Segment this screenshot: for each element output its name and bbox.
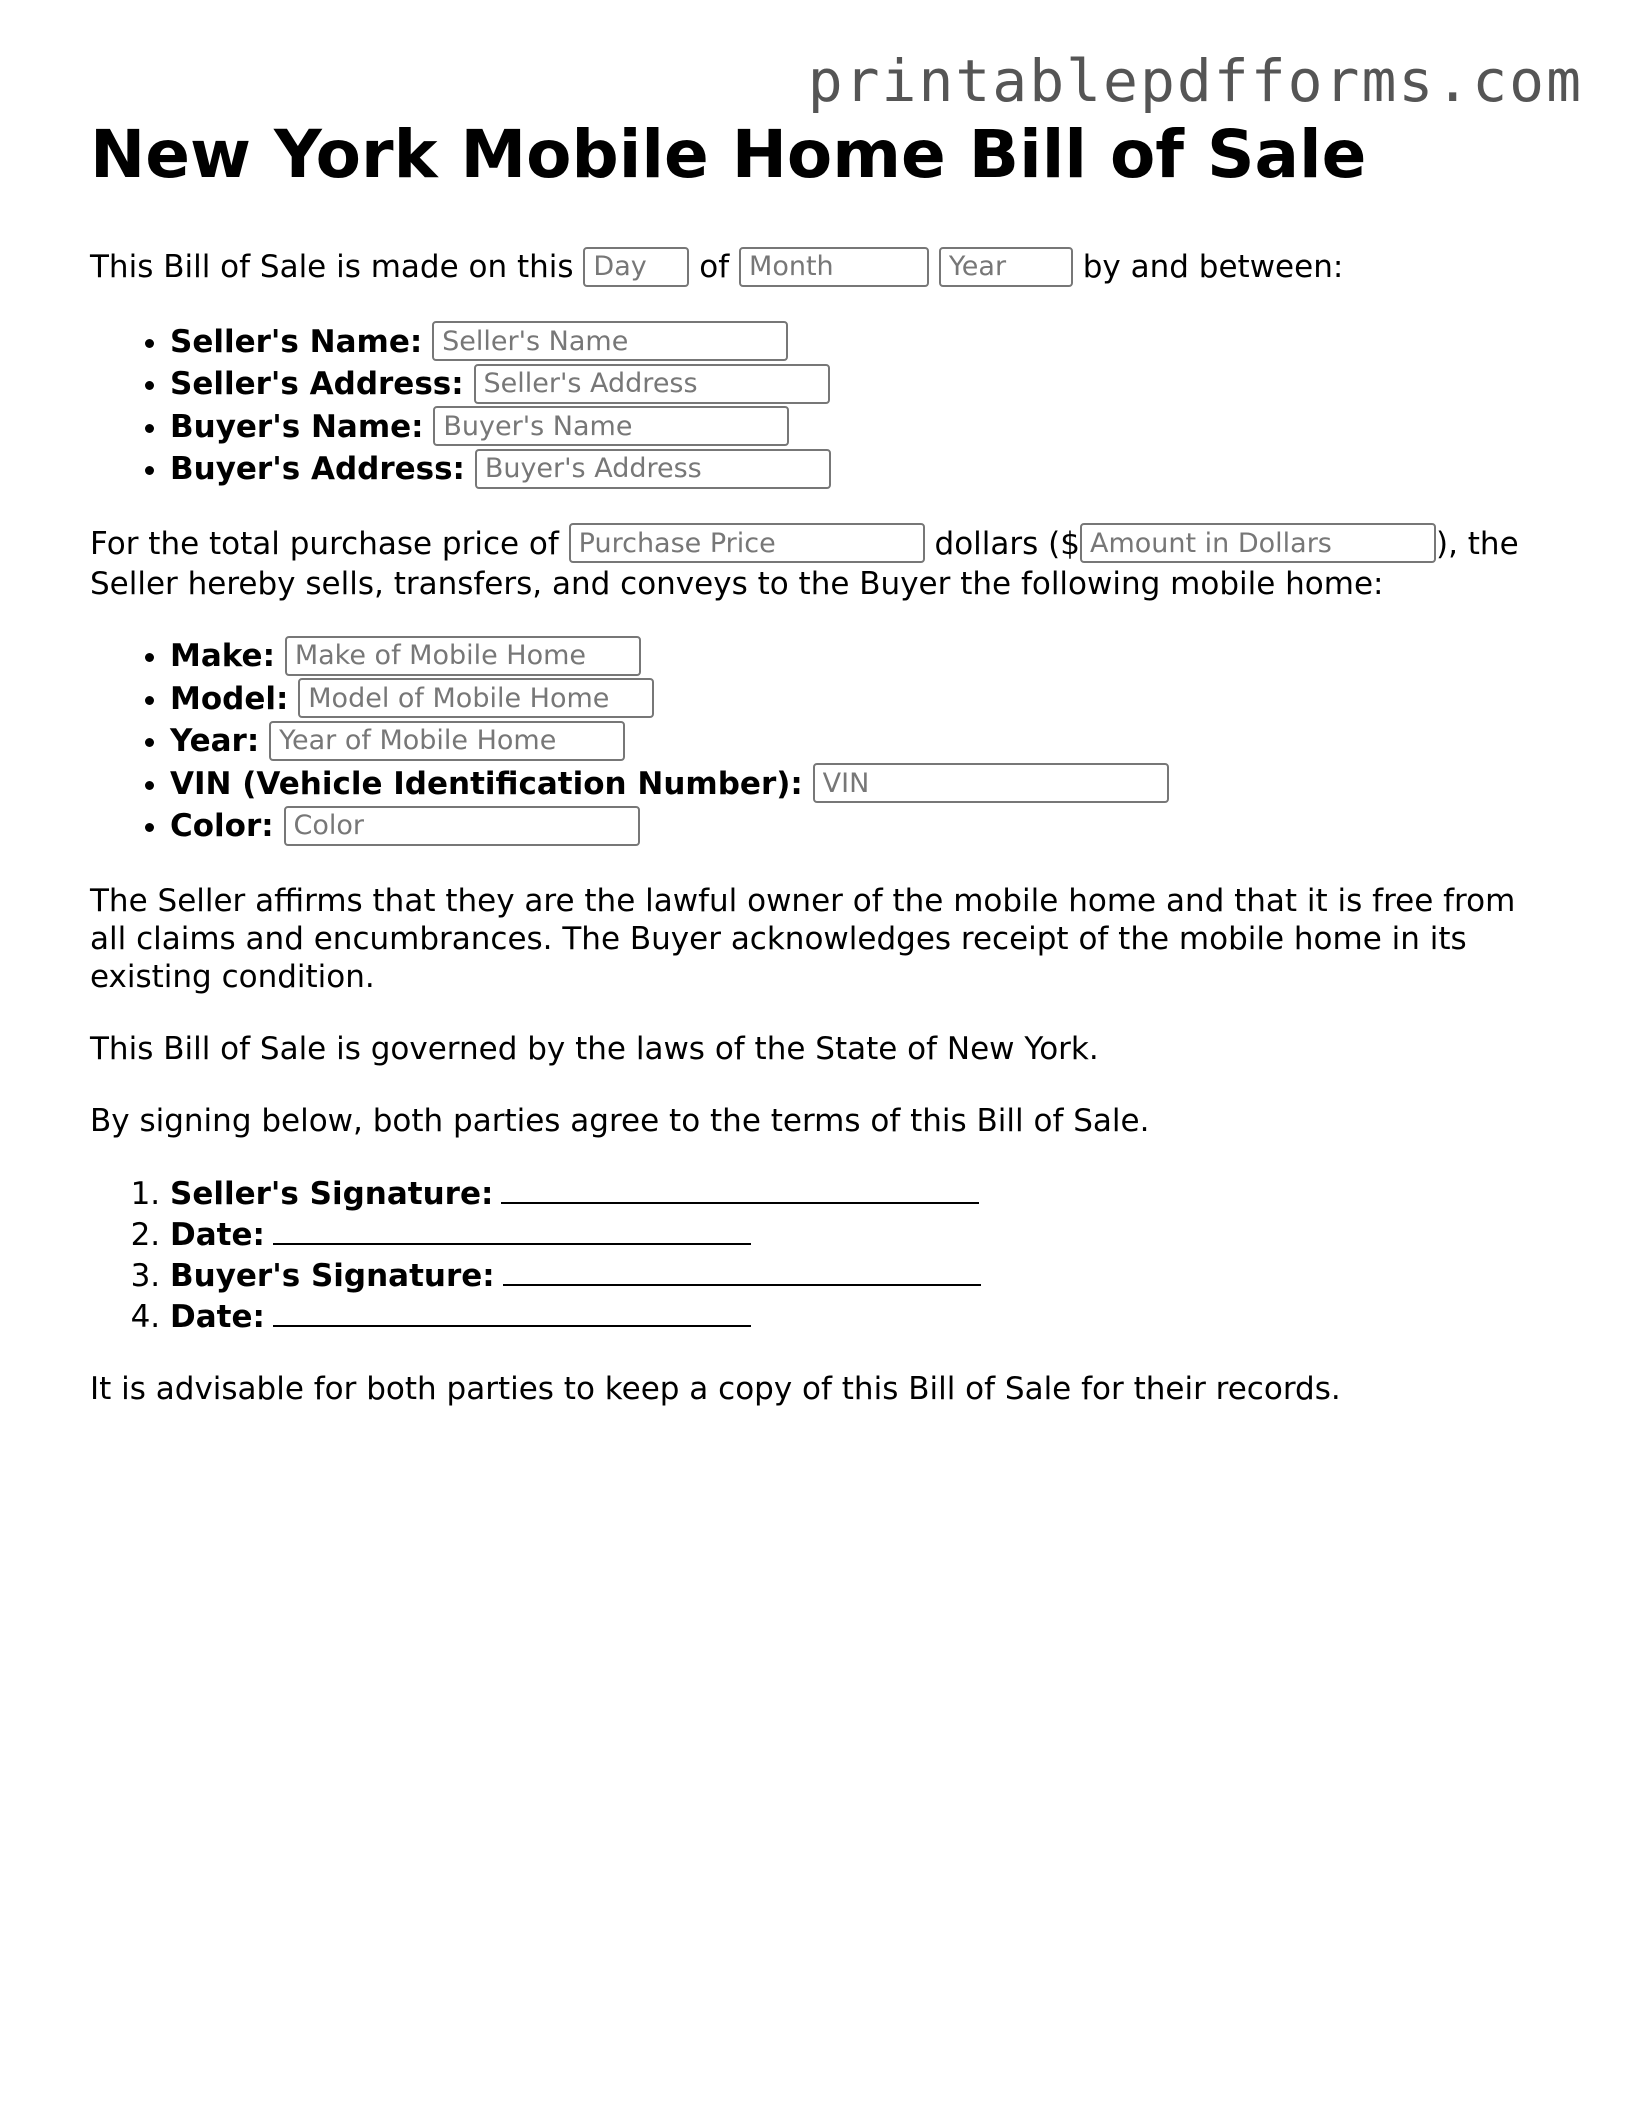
buyer-date-label: Date: [170,1298,265,1335]
buyer-signature-line[interactable] [503,1254,981,1286]
list-item-buyer-address [170,448,1550,491]
seller-name-field[interactable] [432,321,788,361]
list-item-model [170,678,1550,721]
list-item-year [170,720,1550,763]
watermark-text: printablepdfforms.com [807,47,1583,115]
list-item-make [170,635,1550,678]
document-body [90,110,1550,1408]
seller-address-field[interactable] [474,364,830,404]
buyer-signature-label: Buyer's Signature: [170,1257,495,1294]
intro-of-text: of [699,249,730,285]
home-year-field[interactable] [269,721,625,761]
list-item-seller-name [170,321,1550,364]
buyer-name-field[interactable] [433,406,789,446]
list-item-color [170,805,1550,848]
buyer-address-field[interactable] [475,449,831,489]
purchase-price-field[interactable] [569,523,925,563]
intro-text-before: This Bill of Sale is made on this [90,249,574,285]
closing-paragraph: It is advisable for both parties to keep a copy of this Bill of Sale for their records. [90,1370,1341,1407]
parties-list [90,321,1550,491]
make-field[interactable] [285,636,641,676]
model-label: Model: [170,680,289,717]
intro-text-after: by and between: [1082,249,1344,285]
home-details-list [90,635,1550,848]
home-year-label: Year: [170,723,260,759]
price-sentence [90,525,1550,604]
seller-date-line[interactable] [273,1213,751,1245]
document-title: New York Mobile Home Bill of Sale [90,116,1367,193]
buyer-address-label: Buyer's Address: [170,451,465,487]
price-text-mid: dollars ($ [934,525,1080,562]
list-item-buyer-name [170,406,1550,449]
governing-law-paragraph: This Bill of Sale is governed by the laws of the State of New York. [90,1030,1099,1067]
signature-list [90,1172,1550,1336]
price-text-before: For the total purchase price of [90,525,559,562]
agreement-paragraph: By signing below, both parties agree to the terms of this Bill of Sale. [90,1102,1150,1139]
year-field[interactable] [939,247,1073,287]
make-label: Make: [170,638,275,674]
affirmation-paragraph: The Seller affirms that they are the lawful owner of the mobile home and that it is free from all claims and encumbrances. The Buyer acknowledges receipt of the mobile home in its existing condition. [90,882,1516,995]
list-item-vin [170,763,1550,806]
model-field[interactable] [298,678,654,718]
buyer-date-line[interactable] [273,1295,751,1327]
color-label: Color: [170,808,274,844]
list-item-buyer-signature [170,1254,1550,1295]
seller-date-label: Date: [170,1216,265,1253]
vin-label: VIN (Vehicle Identification Number): [170,765,803,802]
seller-signature-line[interactable] [501,1172,979,1204]
month-field[interactable] [739,247,929,287]
seller-address-label: Seller's Address: [170,366,464,402]
price-text-after: ), the Seller hereby sells, transfers, and conveys to the Buyer the following mobile home: [90,525,1519,602]
vin-field[interactable] [813,763,1169,803]
amount-in-dollars-field[interactable] [1080,523,1436,563]
list-item-seller-signature [170,1172,1550,1213]
day-field[interactable] [583,247,689,287]
list-item-seller-address [170,363,1550,406]
color-field[interactable] [284,806,640,846]
date-sentence [90,248,1550,289]
seller-name-label: Seller's Name: [170,323,423,360]
seller-signature-label: Seller's Signature: [170,1175,494,1212]
list-item-buyer-date [170,1295,1550,1336]
buyer-name-label: Buyer's Name: [170,408,424,445]
list-item-seller-date [170,1213,1550,1254]
